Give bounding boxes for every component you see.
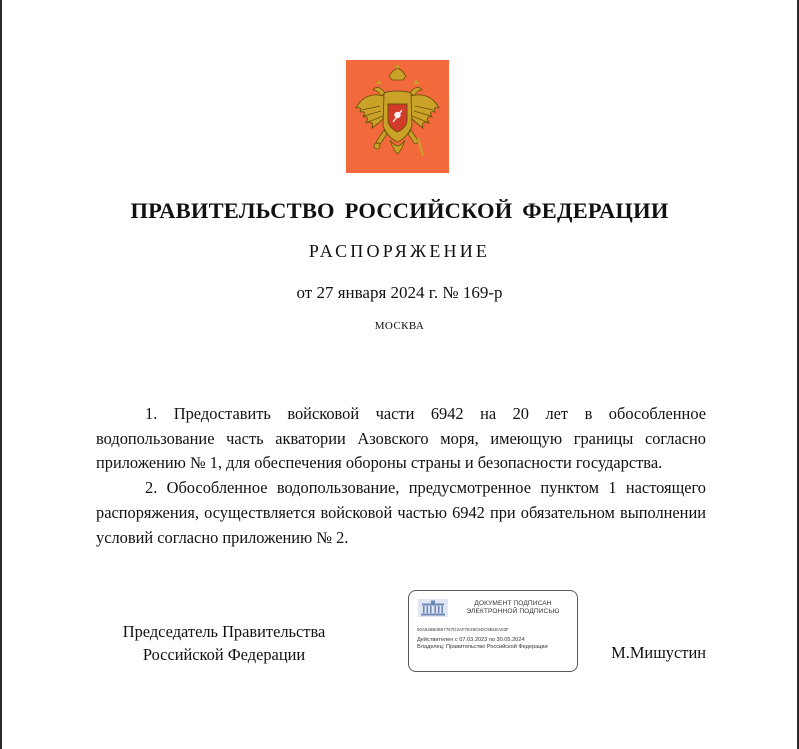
stamp-heading-line-1: ДОКУМЕНТ ПОДПИСАН [474, 600, 552, 607]
russian-coat-of-arms-icon [346, 60, 449, 173]
government-title: ПРАВИТЕЛЬСТВО РОССИЙСКОЙ ФЕДЕРАЦИИ [130, 198, 669, 223]
stamp-heading-line-2: ЭЛЕКТРОННОЙ ПОДПИСЬЮ [466, 608, 560, 615]
electronic-signature-stamp [408, 590, 578, 672]
signer-position [96, 621, 352, 666]
document-body [96, 402, 706, 550]
stamp-validity: Действителен с 07.03.2023 по 30.05.2024 [417, 637, 525, 643]
signer-position-line-1: Председатель Правительства [122, 622, 326, 641]
signer-name: М.Мишустин [611, 643, 706, 662]
stamp-owner: Владелец: Правительство Российской Федерации [417, 644, 548, 650]
document-city: МОСКВА [374, 320, 425, 332]
document-date-number: от 27 января 2024 г. № 169-р [296, 283, 503, 302]
paragraph-1: 1. Предоставить войсковой части 6942 на 20 лет в обособленное водопользование часть акватории Азовского моря, имеющую границы согласно приложению № 1, для обеспечения обороны страны и безопасности государства. [96, 404, 706, 473]
document-type: РАСПОРЯЖЕНИЕ [308, 241, 491, 261]
stamp-certificate-number: 00A546B0B07767D3AF7E29C5DC9B1EA03F [417, 627, 509, 632]
government-building-icon [418, 599, 448, 617]
signer-position-line-2: Российской Федерации [142, 644, 306, 664]
window-border-left [0, 0, 2, 749]
stamp-heading [453, 600, 573, 616]
paragraph-2: 2. Обособленное водопользование, предусмотренное пунктом 1 настоящего распоряжения, осуществляется войсковой частью 6942 при обязательном выполнении условий согласно приложению № 2. [96, 478, 706, 547]
